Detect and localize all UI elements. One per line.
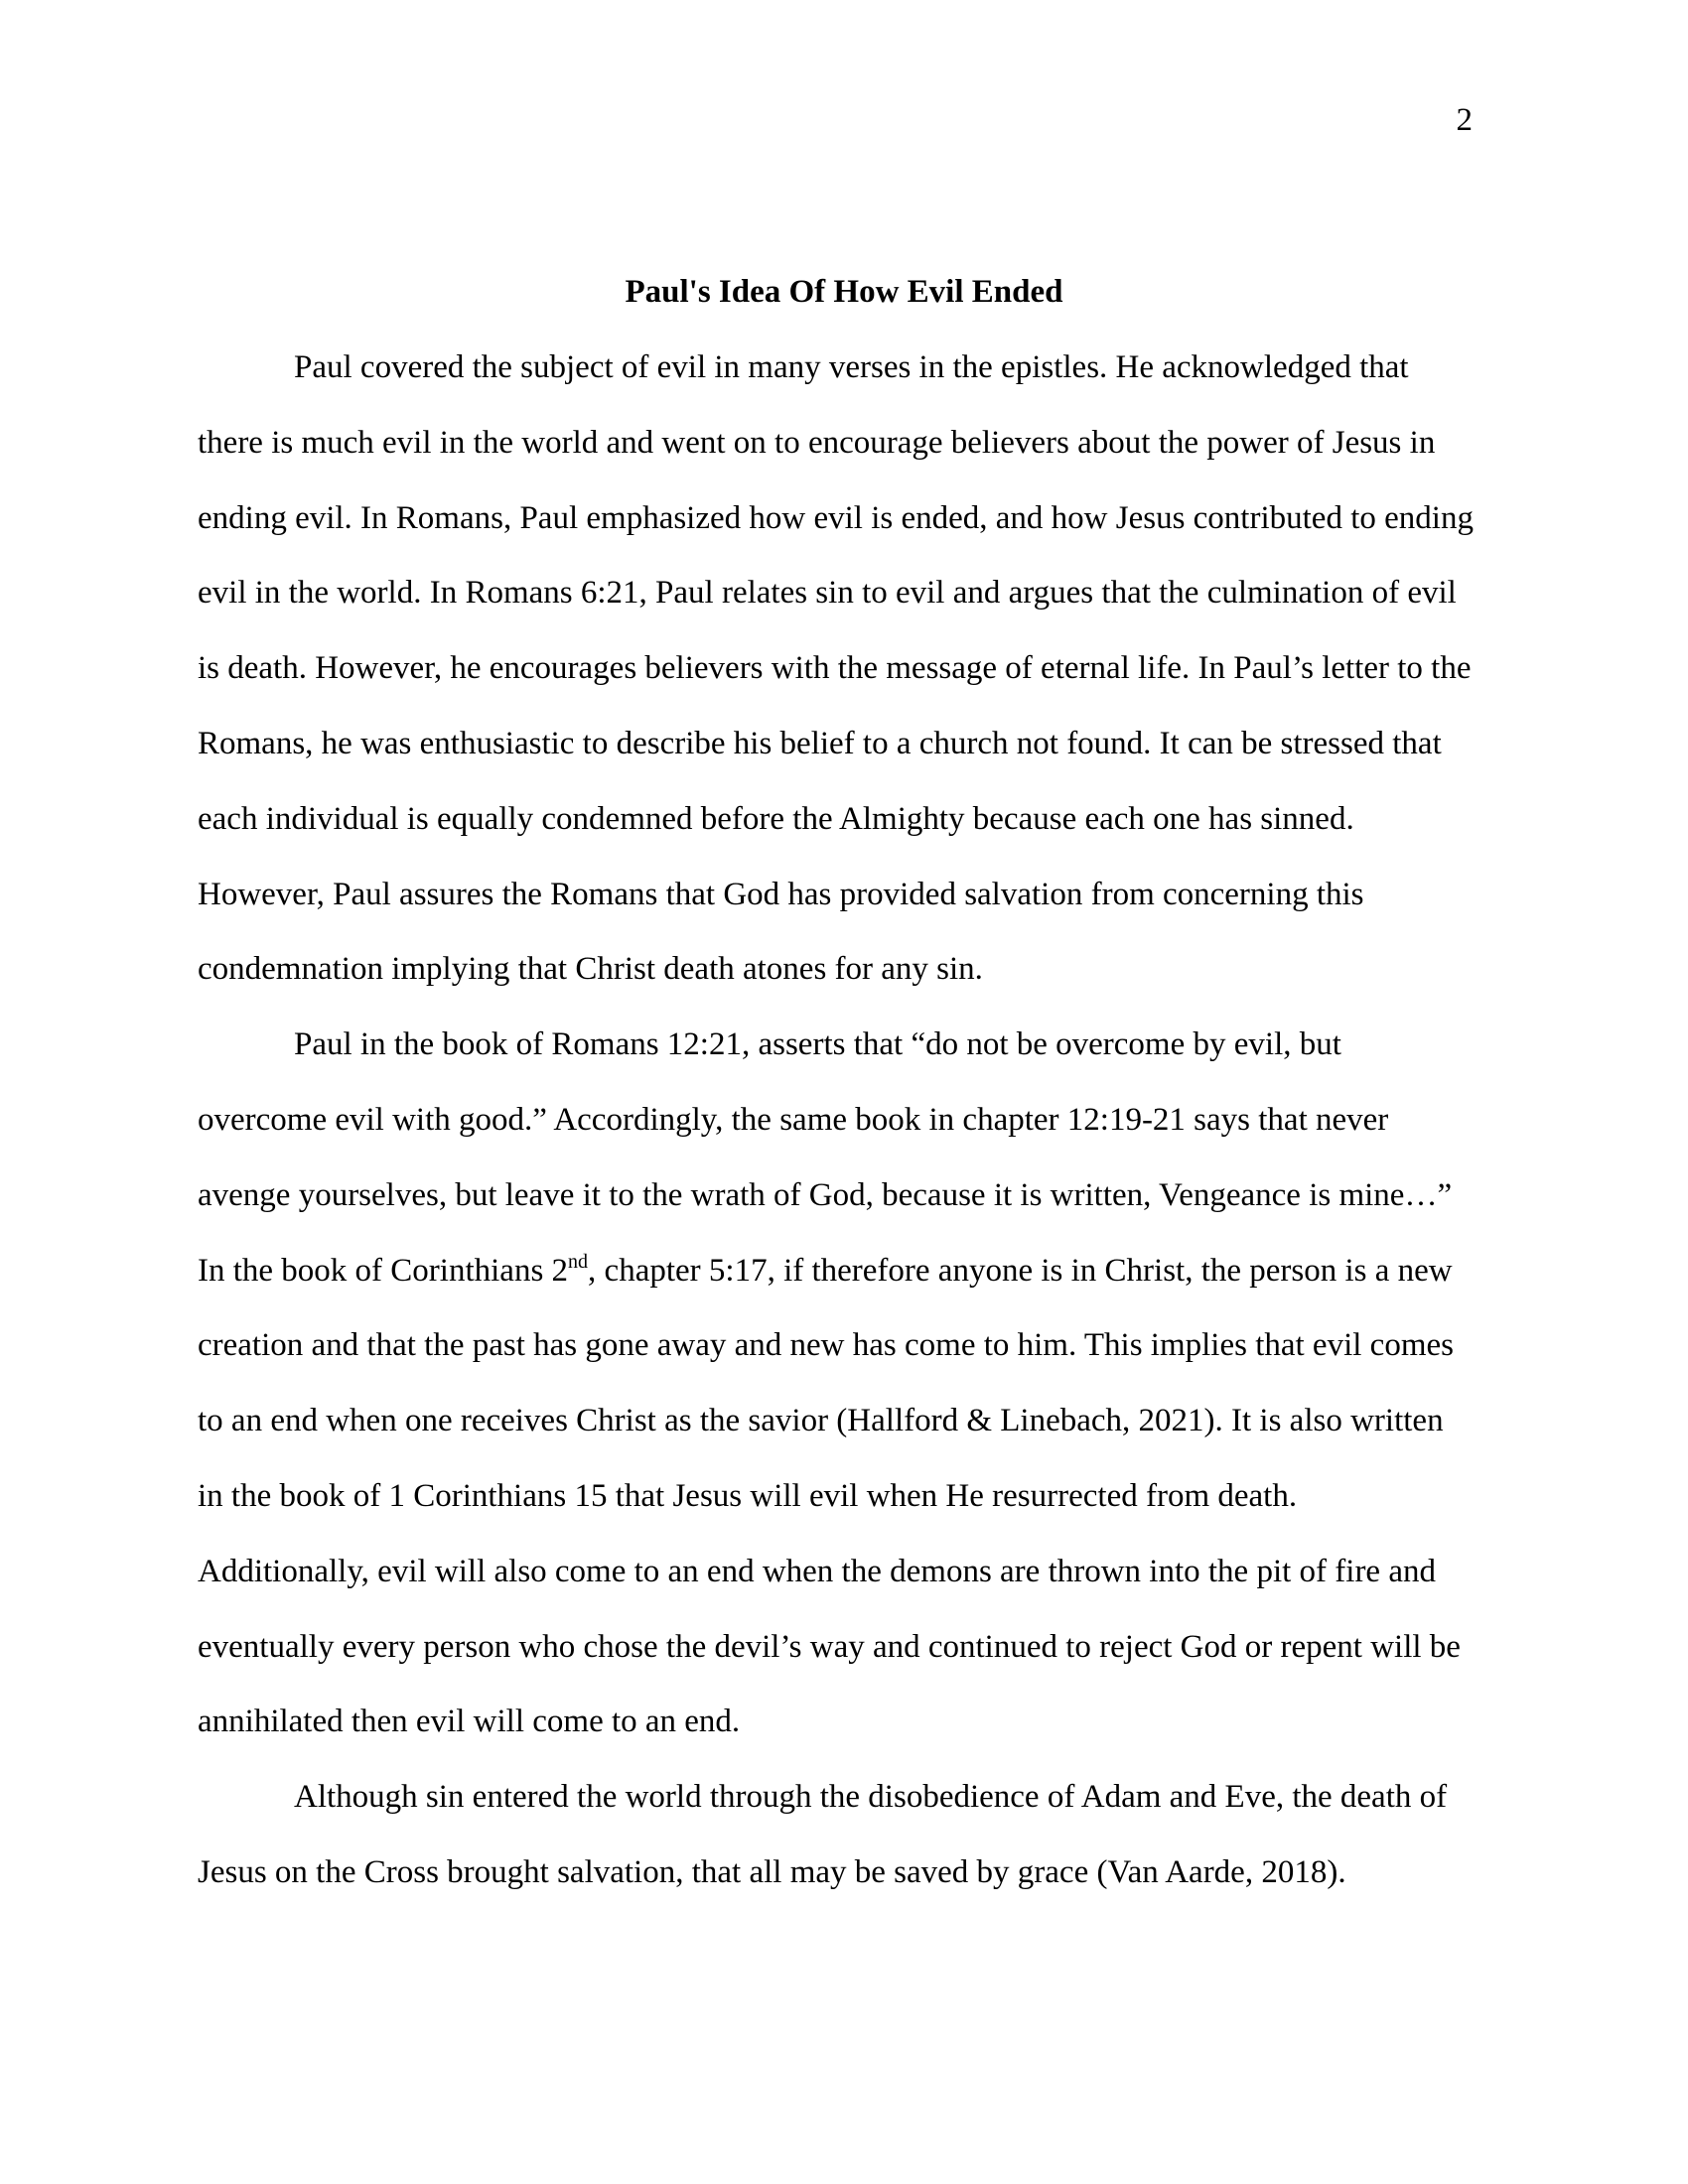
page-number: 2: [1456, 102, 1473, 138]
paragraph-line: Jesus on the Cross brought salvation, that all may be saved by grace (Van Aarde, 2018).: [198, 1853, 1346, 1890]
paragraph-line: annihilated then evil will come to an end.: [198, 1704, 741, 1740]
paragraph-line: However, Paul assures the Romans that God has provided salvation from concerning this: [198, 876, 1364, 912]
text-run: , chapter 5:17, if therefore anyone is in Christ, the person is a new: [588, 1252, 1453, 1289]
paragraph-line: ending evil. In Romans, Paul emphasized how evil is ended, and how Jesus contributed to ending: [198, 499, 1474, 536]
paragraph-line: condemnation implying that Christ death atones for any sin.: [198, 951, 983, 988]
paragraph-line: Paul covered the subject of evil in many verses in the epistles. He acknowledged that: [294, 349, 1409, 385]
paragraph-line: in the book of 1 Corinthians 15 that Jesus will evil when He resurrected from death.: [198, 1477, 1298, 1514]
superscript: nd: [568, 1250, 589, 1273]
paragraph-line: Paul in the book of Romans 12:21, asserts that “do not be overcome by evil, but: [294, 1026, 1341, 1063]
paragraph-line: avenge yourselves, but leave it to the wrath of God, because it is written, Vengeance is mine…”: [198, 1176, 1453, 1213]
text-run: In the book of Corinthians 2: [198, 1252, 569, 1289]
paragraph-line: [198, 1234, 1478, 1309]
paragraph-line: Romans, he was enthusiastic to describe his belief to a church not found. It can be stressed that: [198, 725, 1442, 761]
document-title: Paul's Idea Of How Evil Ended: [625, 274, 1063, 310]
paragraph-line: Additionally, evil will also come to an end when the demons are thrown into the pit of fire and: [198, 1553, 1436, 1589]
paragraph-line: overcome evil with good.” Accordingly, the same book in chapter 12:19-21 says that never: [198, 1101, 1389, 1138]
paragraph-line: each individual is equally condemned before the Almighty because each one has sinned.: [198, 800, 1354, 837]
paragraph-line: eventually every person who chose the devil’s way and continued to reject God or repent will be: [198, 1628, 1461, 1665]
paragraph-line: is death. However, he encourages believers with the message of eternal life. In Paul’s letter to the: [198, 650, 1472, 687]
paragraph-line: creation and that the past has gone away and new has come to him. This implies that evil comes: [198, 1327, 1454, 1364]
paragraph-line: to an end when one receives Christ as the savior (Hallford & Linebach, 2021). It is also written: [198, 1403, 1444, 1439]
paragraph-line: Although sin entered the world through the disobedience of Adam and Eve, the death of: [294, 1779, 1448, 1816]
paragraph-line: there is much evil in the world and went on to encourage believers about the power of Jesus in: [198, 424, 1436, 461]
paragraph-line: evil in the world. In Romans 6:21, Paul relates sin to evil and argues that the culmination of evil: [198, 575, 1457, 612]
document-body: [198, 331, 1478, 1911]
